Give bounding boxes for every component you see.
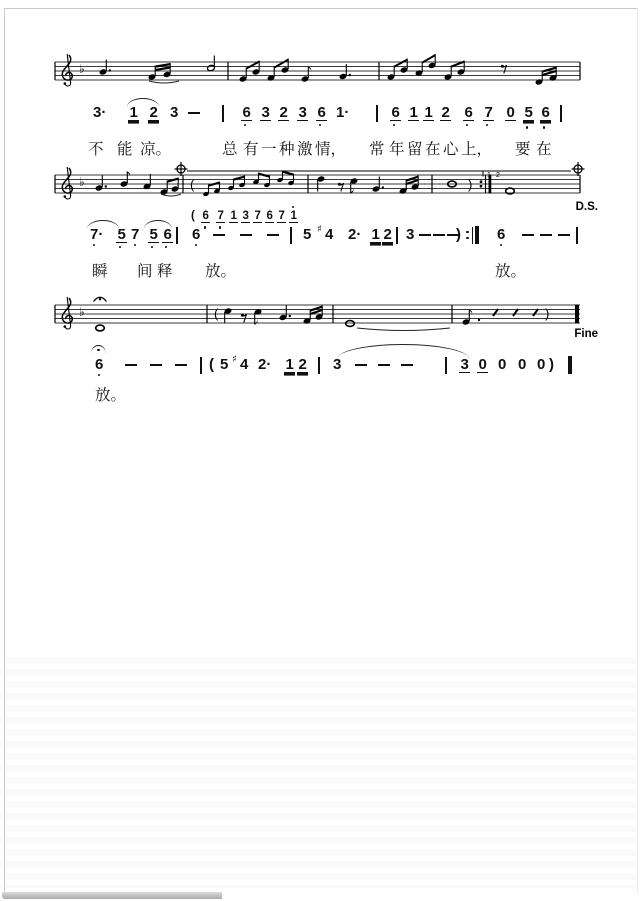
lyric-syllable: 不 xyxy=(88,141,104,158)
jianpu-number: 6 xyxy=(317,104,326,121)
jianpu-number: 1· xyxy=(336,104,350,121)
jianpu-number: 2 xyxy=(383,226,392,243)
jianpu-dash xyxy=(558,234,570,236)
lyric-syllable: 年 xyxy=(389,141,405,158)
jianpu-dash xyxy=(175,364,187,366)
jianpu-number: 7 xyxy=(278,210,285,222)
jianpu-number: 7· xyxy=(90,226,104,243)
jianpu-dash xyxy=(540,234,552,236)
jianpu-dash xyxy=(419,234,431,236)
jianpu-number: 1 xyxy=(129,104,138,121)
octave-dot-below xyxy=(195,244,198,247)
scan-stripe-artifact xyxy=(6,652,636,888)
jianpu-dash xyxy=(355,364,367,366)
jianpu-number: 5 xyxy=(149,226,158,243)
jianpu-paren: ) xyxy=(456,226,461,243)
jianpu-barline xyxy=(445,357,447,374)
jianpu-barline xyxy=(290,227,292,244)
lyric-syllable: 瞬 xyxy=(92,263,108,280)
jianpu-final-barline xyxy=(568,356,572,374)
page-bottom-shadow xyxy=(2,892,222,899)
lyric-syllable: 上， xyxy=(461,141,493,158)
lyric-syllable: 放。 xyxy=(495,263,527,280)
jianpu-repeat-dot xyxy=(466,237,469,240)
jianpu-barline xyxy=(576,227,578,244)
jianpu-repeat-dot xyxy=(466,231,469,234)
lyric-syllable: 间 xyxy=(137,263,153,280)
jianpu-number: 2 xyxy=(441,104,450,121)
jianpu-dash xyxy=(522,234,534,236)
jianpu-barline xyxy=(176,227,178,244)
jianpu-paren: ( xyxy=(191,210,195,222)
jianpu-number: 6 xyxy=(541,104,550,121)
jianpu-number: 3 xyxy=(460,356,469,373)
jianpu-number: 5 xyxy=(117,226,126,243)
jianpu-number: 5 xyxy=(303,226,312,243)
page-border-left xyxy=(4,8,5,893)
lyric-syllable: 心 xyxy=(443,141,459,158)
octave-dot-below xyxy=(151,246,154,249)
jianpu-number: 5 xyxy=(220,356,229,373)
lyric-syllable: 留 xyxy=(407,141,423,158)
lyric-syllable: 能 xyxy=(117,141,133,158)
octave-dot-below xyxy=(486,124,489,127)
jianpu-number: 6 xyxy=(266,210,273,222)
jianpu-number: 0 xyxy=(498,356,507,373)
fine-marker: Fine xyxy=(574,328,598,340)
jianpu-number: 5 xyxy=(524,104,533,121)
octave-dot-below xyxy=(500,244,503,247)
svg-text:♭: ♭ xyxy=(79,305,85,319)
lyric-syllable: 种 xyxy=(279,141,295,158)
jianpu-number: 0 xyxy=(478,356,487,373)
jianpu-dash xyxy=(188,112,200,114)
lyric-syllable: 在 xyxy=(536,141,552,158)
jianpu-number: 0 xyxy=(506,104,515,121)
octave-dot-below xyxy=(526,126,529,129)
lyric-syllable: 放。 xyxy=(95,387,127,404)
jianpu-paren: ( xyxy=(209,356,214,373)
octave-dot-below xyxy=(165,246,168,249)
jianpu-paren: ) xyxy=(549,356,554,373)
jianpu-dash xyxy=(267,234,279,236)
jianpu-repeat-thick xyxy=(475,226,479,244)
octave-dot-below xyxy=(543,126,546,129)
lyric-syllable: 情， xyxy=(315,141,347,158)
svg-text:(: ( xyxy=(214,306,219,321)
tie-slur-arc xyxy=(144,220,172,229)
octave-dot-below xyxy=(319,124,322,127)
jianpu-number: 2 xyxy=(298,356,307,373)
jianpu-number: 2· xyxy=(258,356,272,373)
ds-marker: D.S. xyxy=(575,201,598,213)
lyric-syllable: 总 xyxy=(222,141,238,158)
jianpu-number: 6 xyxy=(464,104,473,121)
svg-text:(: ( xyxy=(190,177,195,192)
jianpu-number: 1 xyxy=(371,226,380,243)
jianpu-number: 6 xyxy=(192,226,201,243)
jianpu-number: 3 xyxy=(170,104,179,121)
svg-text:): ) xyxy=(545,306,550,321)
jianpu-number: 7 xyxy=(131,226,140,243)
jianpu-barline xyxy=(560,105,562,122)
jianpu-number: 7 xyxy=(217,210,224,222)
jianpu-number: 2· xyxy=(348,226,362,243)
octave-dot-below xyxy=(98,374,101,377)
jianpu-barline xyxy=(200,357,202,374)
jianpu-number: 2 xyxy=(279,104,288,121)
jianpu-number: 3 xyxy=(406,226,415,243)
jianpu-number: 3 xyxy=(261,104,270,121)
jianpu-barline xyxy=(396,227,398,244)
jianpu-number: 3 xyxy=(242,210,249,222)
tie-slur-arc xyxy=(87,220,119,229)
jianpu-number: 1 xyxy=(424,104,433,121)
jianpu-number: 1 xyxy=(290,210,297,222)
page-border-top xyxy=(4,8,637,9)
jianpu-number: 0 xyxy=(518,356,527,373)
jianpu-number: 3 xyxy=(298,104,307,121)
jianpu-dash xyxy=(378,364,390,366)
octave-dot-below xyxy=(244,124,247,127)
jianpu-number: 1 xyxy=(285,356,294,373)
svg-text:♭: ♭ xyxy=(79,62,85,76)
jianpu-number: 0 xyxy=(537,356,546,373)
octave-dot-below xyxy=(466,124,469,127)
jianpu-barline xyxy=(376,105,378,122)
jianpu-number: 7 xyxy=(484,104,493,121)
octave-dot-below xyxy=(204,226,207,229)
octave-dot-below xyxy=(219,226,222,229)
jianpu-number: 6 xyxy=(242,104,251,121)
svg-text:1: 1 xyxy=(487,172,491,179)
lyric-syllable: 凉。 xyxy=(140,141,172,158)
jianpu-number: 6 xyxy=(497,226,506,243)
jianpu-dash xyxy=(240,234,252,236)
octave-dot-below xyxy=(393,124,396,127)
jianpu-repeat-thin xyxy=(472,227,474,244)
lyric-syllable: 常 xyxy=(369,141,385,158)
lyric-syllable: 放。 xyxy=(205,263,237,280)
svg-text:2: 2 xyxy=(496,172,500,179)
page-border-right xyxy=(637,8,638,893)
lyric-syllable: 释 xyxy=(157,263,173,280)
staff-system-1 xyxy=(0,50,640,104)
jianpu-barline xyxy=(222,105,224,122)
jianpu-number: 4 xyxy=(240,356,249,373)
octave-dot-below xyxy=(119,246,122,249)
lyric-syllable: 在 xyxy=(425,141,441,158)
jianpu-number: 6 xyxy=(95,356,104,373)
jianpu-dash xyxy=(125,364,137,366)
svg-text:): ) xyxy=(468,177,473,192)
jianpu-number: 1 xyxy=(409,104,418,121)
octave-dot-below xyxy=(93,244,96,247)
jianpu-number: 6 xyxy=(163,226,172,243)
jianpu-number: 3· xyxy=(93,104,107,121)
jianpu-number: 6 xyxy=(391,104,400,121)
jianpu-number: 4 xyxy=(325,226,334,243)
jianpu-dash xyxy=(433,234,445,236)
staff-system-3 xyxy=(0,292,640,352)
jianpu-number: 3 xyxy=(333,356,342,373)
lyric-syllable: 激 xyxy=(297,141,313,158)
octave-dot-below xyxy=(134,244,137,247)
jianpu-number: 2 xyxy=(149,104,158,121)
jianpu-number: 7 xyxy=(254,210,261,222)
jianpu-barline xyxy=(318,357,320,374)
jianpu-dash xyxy=(213,234,225,236)
lyric-syllable: 有 xyxy=(243,141,259,158)
svg-text:♭: ♭ xyxy=(79,175,85,189)
sharp-accidental: ♯ xyxy=(232,354,237,365)
jianpu-number: 6 xyxy=(202,210,209,222)
jianpu-dash xyxy=(150,364,162,366)
jianpu-dash xyxy=(401,364,413,366)
lyric-syllable: 要 xyxy=(515,141,531,158)
lyric-syllable: 一 xyxy=(261,141,277,158)
jianpu-number: 1 xyxy=(230,210,237,222)
sharp-accidental: ♯ xyxy=(317,224,322,235)
